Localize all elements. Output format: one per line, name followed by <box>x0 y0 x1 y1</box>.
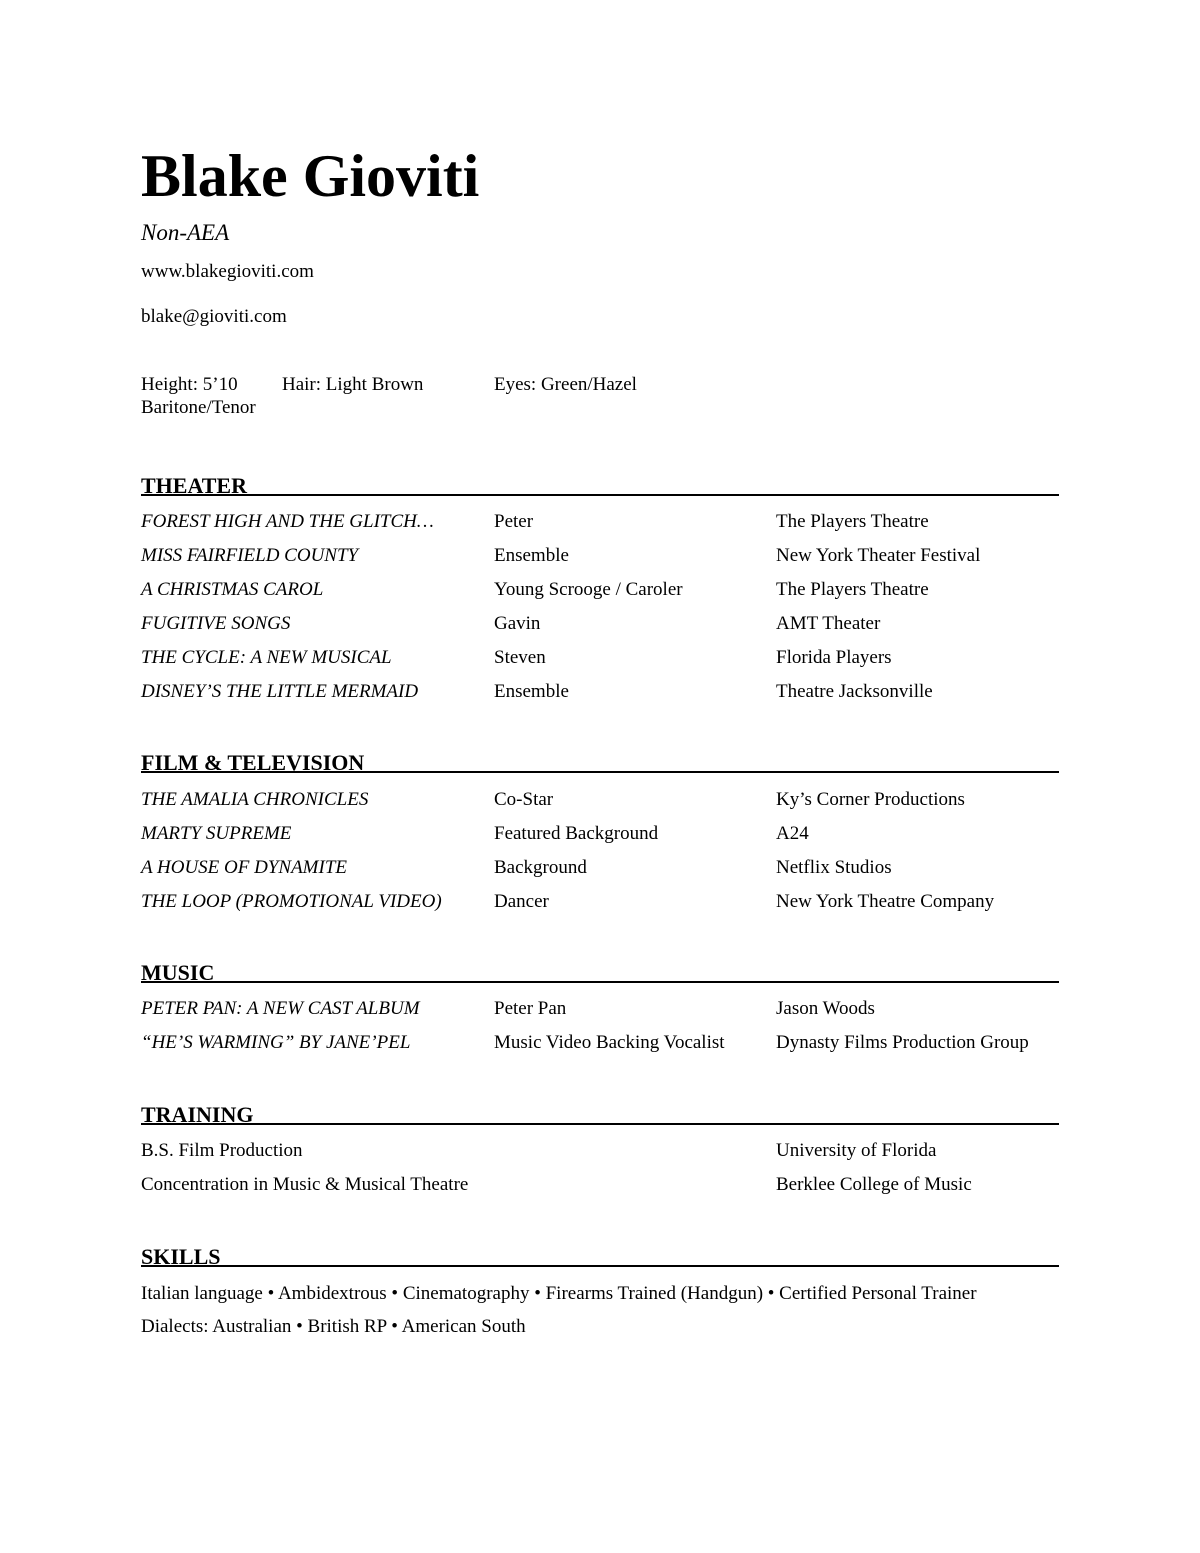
credit-title: THE AMALIA CHRONICLES <box>141 789 369 810</box>
credit-title: THE LOOP (PROMOTIONAL VIDEO) <box>141 891 442 912</box>
credit-company: Ky’s Corner Productions <box>776 789 965 810</box>
credit-row <box>141 823 1059 857</box>
credit-title: THE CYCLE: A NEW MUSICAL <box>141 647 392 668</box>
credit-title: A CHRISTMAS CAROL <box>141 579 324 600</box>
union-status: Non-AEA <box>141 220 230 245</box>
credit-company: Jason Woods <box>776 998 875 1019</box>
credit-company: New York Theatre Company <box>776 891 995 912</box>
stat-hair: Hair: Light Brown <box>282 374 424 395</box>
credit-row <box>141 681 1059 715</box>
credit-role: Ensemble <box>494 681 569 702</box>
credit-row <box>141 647 1059 681</box>
credit-title: PETER PAN: A NEW CAST ALBUM <box>141 998 420 1019</box>
section-title: FILM & TELEVISION <box>141 750 365 775</box>
credit-row <box>141 891 1059 925</box>
training-school: University of Florida <box>776 1140 937 1161</box>
credit-company: The Players Theatre <box>776 511 929 532</box>
credit-row <box>141 1032 1059 1066</box>
credit-company: The Players Theatre <box>776 579 929 600</box>
section-header-music <box>141 959 1059 983</box>
stat-height: Height: 5’10 <box>141 374 238 395</box>
skills-list: Italian language • Ambidextrous • Cinematography • Firearms Trained (Handgun) • Certified Personal Trainer <box>141 1283 977 1304</box>
credit-role: Young Scrooge / Caroler <box>494 579 683 600</box>
credit-row <box>141 613 1059 647</box>
section-title: THEATER <box>141 473 247 498</box>
credit-title: MARTY SUPREME <box>141 823 292 844</box>
credit-title: “HE’S WARMING” BY JANE’PEL <box>141 1032 411 1053</box>
credit-company: Florida Players <box>776 647 892 668</box>
section-title: TRAINING <box>141 1102 254 1127</box>
section-title: SKILLS <box>141 1244 221 1269</box>
credit-row <box>141 545 1059 579</box>
credit-title: A HOUSE OF DYNAMITE <box>141 857 348 878</box>
credit-title: FOREST HIGH AND THE GLITCH… <box>141 511 434 532</box>
website-link[interactable]: www.blakegioviti.com <box>141 261 314 282</box>
credit-role: Peter <box>494 511 534 532</box>
credit-row <box>141 998 1059 1032</box>
credit-row <box>141 511 1059 545</box>
email-link[interactable]: blake@gioviti.com <box>141 306 287 327</box>
credit-company: New York Theater Festival <box>776 545 981 566</box>
section-header-film-television <box>141 749 1059 773</box>
training-school: Berklee College of Music <box>776 1174 972 1195</box>
section-header-skills <box>141 1243 1059 1267</box>
credit-company: A24 <box>776 823 809 844</box>
credit-company: Dynasty Films Production Group <box>776 1032 1029 1053</box>
credit-role: Ensemble <box>494 545 569 566</box>
credit-role: Gavin <box>494 613 541 634</box>
credit-role: Peter Pan <box>494 998 567 1019</box>
stat-eyes: Eyes: Green/Hazel <box>494 374 637 395</box>
credit-role: Background <box>494 857 587 878</box>
stat-voice: Baritone/Tenor <box>141 397 256 418</box>
credit-company: AMT Theater <box>776 613 881 634</box>
credit-row <box>141 857 1059 891</box>
credit-role: Dancer <box>494 891 549 912</box>
credit-company: Theatre Jacksonville <box>776 681 933 702</box>
credit-role: Featured Background <box>494 823 659 844</box>
training-program: B.S. Film Production <box>141 1140 303 1161</box>
credit-role: Steven <box>494 647 546 668</box>
actor-name: Blake Gioviti <box>141 143 480 209</box>
section-title: MUSIC <box>141 960 215 985</box>
training-row <box>141 1140 1059 1174</box>
credit-title: FUGITIVE SONGS <box>141 613 291 634</box>
credit-title: MISS FAIRFIELD COUNTY <box>141 545 359 566</box>
credit-row <box>141 789 1059 823</box>
training-program: Concentration in Music & Musical Theatre <box>141 1174 469 1195</box>
dialects-list: Dialects: Australian • British RP • American South <box>141 1316 526 1337</box>
section-header-training <box>141 1101 1059 1125</box>
credit-company: Netflix Studios <box>776 857 892 878</box>
credit-row <box>141 579 1059 613</box>
credit-title: DISNEY’S THE LITTLE MERMAID <box>141 681 419 702</box>
credit-role: Co-Star <box>494 789 554 810</box>
section-header-theater <box>141 472 1059 496</box>
credit-role: Music Video Backing Vocalist <box>494 1032 725 1053</box>
training-row <box>141 1174 1059 1208</box>
